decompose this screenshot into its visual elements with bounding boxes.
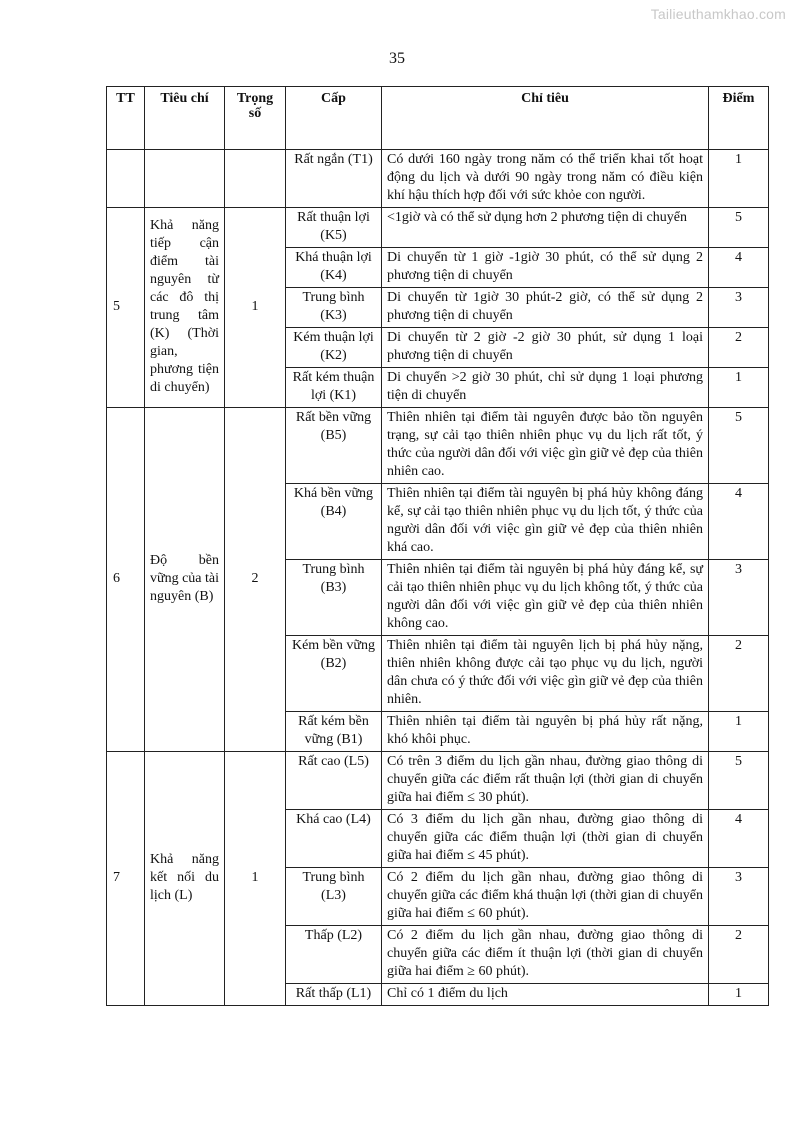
table-row <box>107 150 769 208</box>
indicator-cell: Thiên nhiên tại điểm tài nguyên bị phá hủy không đáng kể, sự cải tạo thiên nhiên phục vụ du lịch tốt, ý thức của người dân đối với việc gìn giữ vẻ đẹp của thiên nhiên khá cao. <box>382 484 709 560</box>
header-trong-so: Trọng số <box>225 87 286 150</box>
level-cell: Rất kém bền vững (B1) <box>286 712 382 752</box>
criterion-number: 7 <box>107 752 145 1006</box>
table-row <box>107 752 769 810</box>
score-cell: 5 <box>709 208 769 248</box>
level-cell: Rất thấp (L1) <box>286 984 382 1006</box>
table-row <box>107 408 769 484</box>
criterion-name: Khả năng kết nối du lịch (L) <box>145 752 225 1006</box>
header-diem: Điểm <box>709 87 769 150</box>
indicator-cell: Có dưới 160 ngày trong năm có thể triển khai tốt hoạt động du lịch và dưới 90 ngày trong năm có điều kiện khí hậu thích hợp đối với sức khỏe con người. <box>382 150 709 208</box>
score-cell: 4 <box>709 484 769 560</box>
header-tieu-chi: Tiêu chí <box>145 87 225 150</box>
watermark: Tailieuthamkhao.com <box>650 6 786 22</box>
page-number: 35 <box>389 50 405 67</box>
criterion-weight: 1 <box>225 208 286 408</box>
indicator-cell: Có 3 điểm du lịch gần nhau, đường giao thông di chuyển giữa các điểm thuận lợi (thời gian di chuyển giữa hai điểm ≤ 45 phút). <box>382 810 709 868</box>
criterion-name: Khả năng tiếp cận điểm tài nguyên từ các đô thị trung tâm (K) (Thời gian, phương tiện di chuyển) <box>145 208 225 408</box>
header-cap: Cấp <box>286 87 382 150</box>
indicator-cell: Có trên 3 điểm du lịch gần nhau, đường giao thông di chuyển giữa các điểm rất thuận lợi (thời gian di chuyển giữa hai điểm ≤ 30 phút). <box>382 752 709 810</box>
indicator-cell: Thiên nhiên tại điểm tài nguyên bị phá hủy rất nặng, khó khôi phục. <box>382 712 709 752</box>
indicator-cell: Di chuyển từ 2 giờ -2 giờ 30 phút, sử dụng 1 loại phương tiện di chuyển <box>382 328 709 368</box>
table-row <box>107 208 769 248</box>
level-cell: Trung bình (K3) <box>286 288 382 328</box>
indicator-cell: <1giờ và có thể sử dụng hơn 2 phương tiện di chuyển <box>382 208 709 248</box>
score-cell: 1 <box>709 368 769 408</box>
score-cell: 3 <box>709 288 769 328</box>
criterion-number: 6 <box>107 408 145 752</box>
header-tt: TT <box>107 87 145 150</box>
indicator-cell: Có 2 điểm du lịch gần nhau, đường giao thông di chuyển giữa các điểm khá thuận lợi (thời gian di chuyển giữa hai điểm ≤ 60 phút). <box>382 868 709 926</box>
score-cell: 3 <box>709 868 769 926</box>
criterion-weight: 1 <box>225 752 286 1006</box>
criterion-weight: 2 <box>225 408 286 752</box>
indicator-cell: Di chuyển từ 1giờ 30 phút-2 giờ, có thể sử dụng 2 phương tiện di chuyển <box>382 288 709 328</box>
table-header-row <box>107 87 769 150</box>
indicator-cell: Thiên nhiên tại điểm tài nguyên lịch bị phá hủy nặng, thiên nhiên không được cải tạo phục vụ du lịch, người dân chưa có ý thức đối với việc gìn giữ vẻ đẹp của thiên nhiên. <box>382 636 709 712</box>
score-cell: 1 <box>709 150 769 208</box>
criterion-weight <box>225 150 286 208</box>
level-cell: Kém bền vững (B2) <box>286 636 382 712</box>
indicator-cell: Chỉ có 1 điểm du lịch <box>382 984 709 1006</box>
indicator-cell: Di chuyển từ 1 giờ -1giờ 30 phút, có thể sử dụng 2 phương tiện di chuyển <box>382 248 709 288</box>
level-cell: Rất bền vững (B5) <box>286 408 382 484</box>
score-cell: 2 <box>709 328 769 368</box>
level-cell: Rất kém thuận lợi (K1) <box>286 368 382 408</box>
score-cell: 5 <box>709 408 769 484</box>
level-cell: Rất cao (L5) <box>286 752 382 810</box>
level-cell: Trung bình (L3) <box>286 868 382 926</box>
indicator-cell: Thiên nhiên tại điểm tài nguyên bị phá hủy đáng kể, sự cải tạo thiên nhiên phục vụ du lịch không tốt, ý thức của người dân đối với việc gìn giữ vẻ đẹp của thiên nhiên không cao. <box>382 560 709 636</box>
criterion-name <box>145 150 225 208</box>
score-cell: 2 <box>709 926 769 984</box>
level-cell: Kém thuận lợi (K2) <box>286 328 382 368</box>
score-cell: 1 <box>709 712 769 752</box>
table-body <box>107 150 769 1006</box>
level-cell: Khá bền vững (B4) <box>286 484 382 560</box>
score-cell: 2 <box>709 636 769 712</box>
level-cell: Trung bình (B3) <box>286 560 382 636</box>
level-cell: Khá thuận lợi (K4) <box>286 248 382 288</box>
criterion-name: Độ bền vững của tài nguyên (B) <box>145 408 225 752</box>
level-cell: Rất thuận lợi (K5) <box>286 208 382 248</box>
level-cell: Thấp (L2) <box>286 926 382 984</box>
criterion-number <box>107 150 145 208</box>
indicator-cell: Di chuyển >2 giờ 30 phút, chỉ sử dụng 1 loại phương tiện di chuyển <box>382 368 709 408</box>
indicator-cell: Thiên nhiên tại điểm tài nguyên được bảo tồn nguyên trạng, sự cải tạo thiên nhiên phục vụ du lịch rất tốt, ý thức của người dân đối với việc gìn giữ vẻ đẹp của thiên nhiên cao. <box>382 408 709 484</box>
criteria-table <box>106 86 769 1006</box>
score-cell: 5 <box>709 752 769 810</box>
score-cell: 4 <box>709 248 769 288</box>
score-cell: 4 <box>709 810 769 868</box>
level-cell: Rất ngắn (T1) <box>286 150 382 208</box>
score-cell: 3 <box>709 560 769 636</box>
level-cell: Khá cao (L4) <box>286 810 382 868</box>
header-chi-tieu: Chỉ tiêu <box>382 87 709 150</box>
criterion-number: 5 <box>107 208 145 408</box>
indicator-cell: Có 2 điểm du lịch gần nhau, đường giao thông di chuyển giữa các điểm ít thuận lợi (thời gian di chuyển giữa hai điểm ≥ 60 phút). <box>382 926 709 984</box>
score-cell: 1 <box>709 984 769 1006</box>
